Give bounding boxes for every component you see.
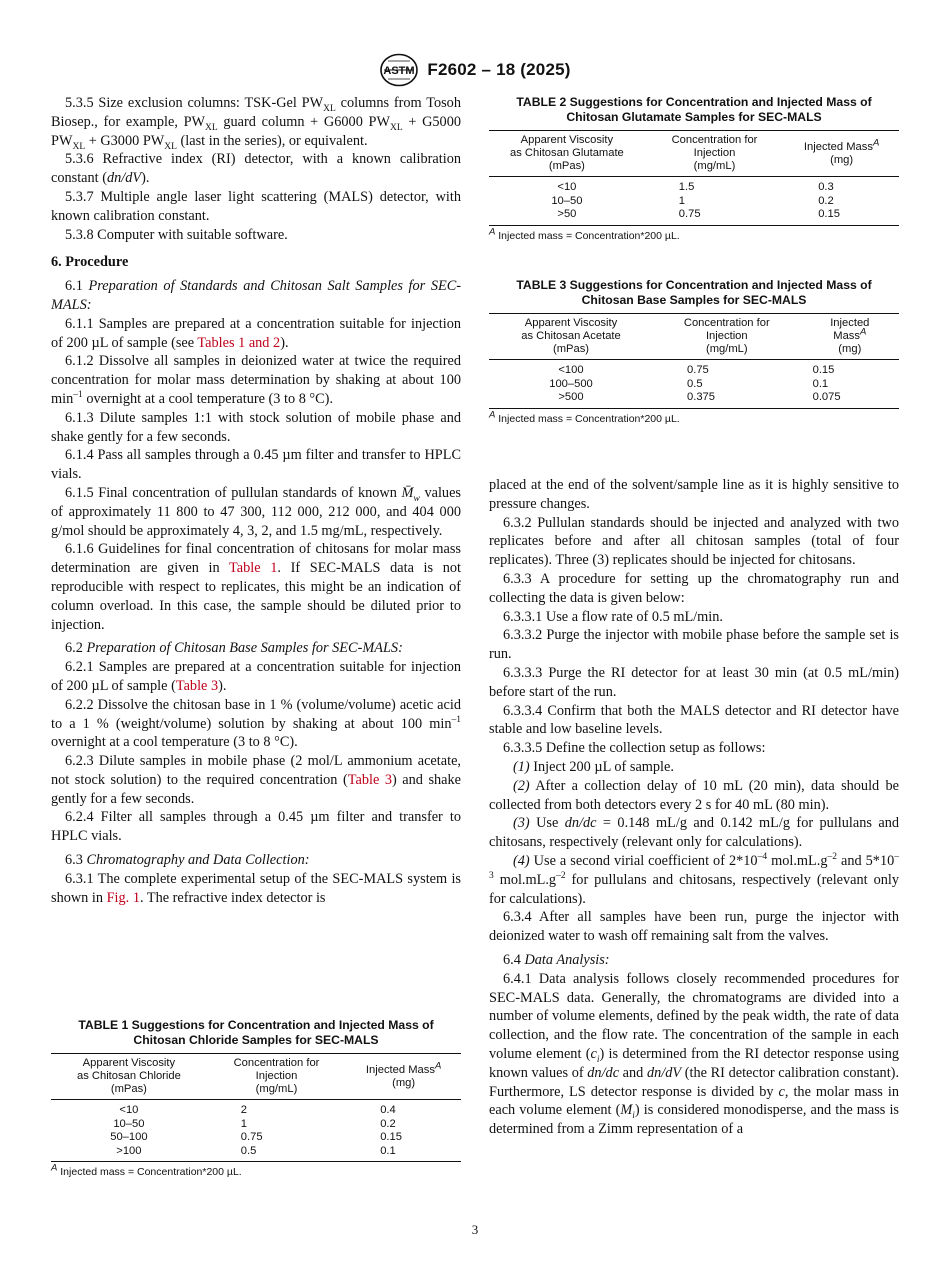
list-item-4: (4) Use a second virial coefficient of $2*10^{-4}$ $mol.mL.g^{-2}$ and $5*10^{-3}$ $mol.mL.g^{-2}$ for pullulans and chitosans, respectively (relevant only for calculations). bbox=[489, 852, 899, 907]
table-3-footnote: $^A$ Injected mass = Concentration*200 µL. bbox=[489, 409, 680, 425]
table-row: >100 0.5 0.1 bbox=[116, 1144, 396, 1157]
para-5-3-5: 5.3.5 Size exclusion columns: TSK-Gel $PW_{XL}$ columns from Tosoh Biosep., for example, $PW_{XL}$ guard column + G6000 $PW_{XL} + G5000$ $PW_{XL} + G3000$ $PW_{XL}$ (last in the series), or equivalent. bbox=[51, 95, 462, 152]
table-1-footnote: $^A$ Injected mass = Concentration*200 µL. bbox=[51, 1162, 242, 1178]
table-row: 50–100 0.75 0.15 bbox=[110, 1131, 402, 1143]
table-2-title: TABLE 2 Suggestions for Concentration and Injected Mass of Chitosan Glutamate Samples for SEC-MALS bbox=[516, 95, 872, 124]
para-6-3: 6.3 Chromatography and Data Collection: bbox=[65, 852, 310, 869]
left-column bbox=[51, 94, 461, 907]
para-6-2-4: 6.2.4 Filter all samples through a 0.45 µm filter and transfer to HPLC vials. bbox=[51, 809, 461, 845]
para-6-3-3-1: 6.3.3.1 Use a flow rate of 0.5 mL/min. bbox=[503, 608, 723, 625]
para-6-1-3: 6.1.3 Dilute samples 1:1 with stock solution of mobile phase and shake gently for a few seconds. bbox=[51, 409, 461, 445]
table-3-col-viscosity: Apparent Viscosity as Chitosan Acetate (mPas) bbox=[521, 317, 621, 355]
table-2-header-row bbox=[489, 131, 899, 177]
fig-1-link[interactable]: Fig. 1 bbox=[106, 889, 140, 906]
table-row: <10 1.5 0.3 bbox=[557, 181, 834, 193]
list-item-1: (1) Inject 200 µL of sample. bbox=[513, 758, 674, 775]
table-1-link[interactable]: Table 1 bbox=[229, 560, 278, 577]
table-3-header-row bbox=[489, 314, 899, 360]
para-6-1-5: 6.1.5 Final concentration of pullulan standards of known $M̄_w$ values of approximately 11 800 to 47 300, 112 000, 212 000, and 404 000 g/mol should be approximately 4, 3, 2, and 1.5 mg/mL, respectively. bbox=[51, 484, 461, 539]
table-3-title: TABLE 3 Suggestions for Concentration and Injected Mass of Chitosan Base Samples for SEC-MALS bbox=[516, 278, 872, 307]
astm-logo-icon bbox=[379, 53, 419, 87]
para-6-1: 6.1 Preparation of Standards and Chitosan Salt Samples for SEC-MALS: bbox=[51, 278, 461, 313]
table-1-title: TABLE 1 Suggestions for Concentration and Injected Mass of Chitosan Chloride Samples for SEC-MALS bbox=[78, 1018, 434, 1047]
para-5-3-7: 5.3.7 Multiple angle laser light scattering (MALS) detector, with known calibration constant. bbox=[51, 188, 461, 224]
table-3-link[interactable]: Table 3 bbox=[175, 677, 219, 694]
table-row: 10–50 1 0.2 bbox=[551, 194, 834, 207]
table-1-header-row bbox=[51, 1054, 461, 1100]
table-1-col-viscosity: Apparent Viscosity as Chitosan Chloride (mPas) bbox=[76, 1057, 181, 1095]
para-6-3-4: 6.3.4 After all samples have been run, purge the injector with deionized water to wash off remaining salt from the valves. bbox=[489, 909, 899, 945]
para-6-2-3: 6.2.3 Dilute samples in mobile phase (2 mol/L ammonium acetate, not stock solution) to the required concentration (Table 3) and shake gently for a few seconds. bbox=[51, 753, 461, 807]
para-5-3-8: 5.3.8 Computer with suitable software. bbox=[65, 226, 288, 243]
logo-lettering: ASTM bbox=[383, 65, 415, 77]
table-row: <100 0.75 0.15 bbox=[558, 364, 835, 376]
para-6-2: 6.2 Preparation of Chitosan Base Samples for SEC-MALS: bbox=[65, 640, 403, 657]
table-row: >50 0.75 0.15 bbox=[557, 208, 840, 220]
list-item-3: (3) Use dn/dc = 0.148 mL/g and 0.142 mL/g for pullulans and chitosans, respectively (relevant only for calculations). bbox=[489, 815, 899, 851]
para-6-3-3: 6.3.3 A procedure for setting up the chromatography run and collecting the data is given below: bbox=[489, 570, 899, 606]
tables-1-2-link[interactable]: Tables 1 and 2 bbox=[197, 334, 281, 351]
para-6-4-1: 6.4.1 Data analysis follows closely recommended procedures for SEC-MALS data. Generally, the chromatograms are divided into a number of volume elements, defined by the peak width, the rate of data collection, and the flow rate. The concentration of the sample in each volume element $(c_i)$ is determined from the RI detector response using known values of dn/dc and dn/dV (the RI detector calibration constant). Furthermore, LS detector response is divided by c, the molar mass in each volume element $(M_i)$ is considered monodisperse, and the mass is determined from a Zimm representation of a bbox=[489, 970, 900, 1138]
para-6-2-1: 6.2.1 Samples are prepared at a concentration suitable for injection of 200 µL of sample (Table 3). bbox=[51, 659, 461, 694]
para-6-3-1-continued: placed at the end of the solvent/sample line as it is highly sensitive to pressure changes. bbox=[489, 477, 899, 512]
para-6-1-1: 6.1.1 Samples are prepared at a concentration suitable for injection of 200 µL of sample (see Tables 1 and 2). bbox=[51, 315, 461, 351]
table-1-col-mass: Injected Mass$^A$ (mg) bbox=[365, 1059, 442, 1089]
para-6-3-2: 6.3.2 Pullulan standards should be injected and analyzed with two replicates before and after all chitosan samples (total of four replicates). Three (3) replicates should be injected for chitosans. bbox=[489, 514, 899, 569]
table-row: 100–500 0.5 0.1 bbox=[549, 377, 829, 390]
table-2-col-mass: Injected Mass$^A$ (mg) bbox=[803, 136, 880, 166]
document-designation: F2602 – 18 (2025) bbox=[427, 60, 571, 79]
table-2-col-viscosity: Apparent Viscosity as Chitosan Glutamate (mPas) bbox=[509, 134, 624, 172]
table-2-footnote: $^A$ Injected mass = Concentration*200 µL. bbox=[489, 226, 680, 242]
para-6-1-6: 6.1.6 Guidelines for final concentration of chitosans for molar mass determination are given in Table 1. If SEC-MALS data is not reproducible with respect to replicates, this might be an indication of column overload. In this case, the sample should be diluted prior to injection. bbox=[51, 541, 461, 633]
table-3-col-mass: Injected Mass$^A$ (mg) bbox=[830, 317, 870, 355]
para-6-1-4: 6.1.4 Pass all samples through a 0.45 µm filter and transfer to HPLC vials. bbox=[51, 447, 461, 483]
para-6-3-3-5: 6.3.3.5 Define the collection setup as follows: bbox=[503, 740, 766, 757]
page-header bbox=[0, 52, 950, 88]
para-6-3-3-3: 6.3.3.3 Purge the RI detector for at least 30 min (at 0.5 mL/min) before start of the run. bbox=[489, 664, 899, 700]
table-2 bbox=[489, 95, 899, 242]
page-number: 3 bbox=[471, 1222, 479, 1237]
right-column bbox=[489, 476, 899, 1139]
table-1-col-concentration: Concentration for Injection (mg/mL) bbox=[233, 1057, 320, 1095]
para-6-3-3-2: 6.3.3.2 Purge the injector with mobile phase before the sample set is run. bbox=[489, 627, 899, 663]
section-6-heading: 6. Procedure bbox=[51, 254, 129, 271]
list-item-2: (2) After a collection delay of 10 mL (20 min), data should be collected from both detectors every 2 s for 40 mL (80 min). bbox=[489, 777, 899, 813]
para-6-3-3-4: 6.3.3.4 Confirm that both the MALS detector and RI detector have stable and low baseline levels. bbox=[489, 702, 899, 738]
table-2-col-concentration: Concentration for Injection (mg/mL) bbox=[671, 134, 758, 172]
para-6-1-2: 6.1.2 Dissolve all samples in deionized water at twice the required concentration for molar mass determination by shaking at about 100 $\min^{-1}$ overnight at a cool temperature (3 to 8 °C). bbox=[51, 353, 461, 407]
table-row: <10 2 0.4 bbox=[119, 1104, 396, 1116]
table-3 bbox=[489, 278, 899, 425]
table-3-col-concentration: Concentration for Injection (mg/mL) bbox=[683, 317, 770, 355]
table-row: >500 0.375 0.075 bbox=[558, 391, 841, 403]
table-1 bbox=[51, 1018, 461, 1178]
para-6-2-2: 6.2.2 Dissolve the chitosan base in 1 % (volume/volume) acetic acid to a 1 % (weight/volume) solution by shaking at about 100 $\min^{-1}$ overnight at a cool temperature (3 to 8 °C). bbox=[51, 696, 461, 751]
para-5-3-6: 5.3.6 Refractive index (RI) detector, with a known calibration constant (dn/dV). bbox=[51, 151, 461, 187]
table-row: 10–50 1 0.2 bbox=[113, 1117, 396, 1130]
para-6-4: 6.4 Data Analysis: bbox=[503, 951, 610, 968]
table-3-link-2[interactable]: Table 3 bbox=[347, 771, 392, 788]
para-6-3-1: 6.3.1 The complete experimental setup of the SEC-MALS system is shown in Fig. 1. The refractive index detector is bbox=[51, 870, 461, 906]
